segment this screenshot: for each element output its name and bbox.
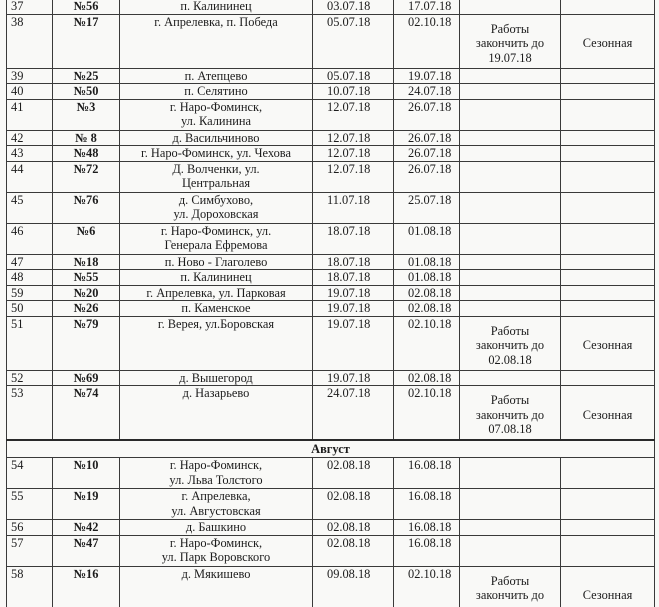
- work-type: [561, 14, 655, 68]
- address: [120, 520, 313, 536]
- table-row: [7, 458, 655, 489]
- work-type: [561, 270, 655, 286]
- start-date: 12.07.18: [313, 130, 394, 146]
- work-type: [561, 192, 655, 223]
- table-body-july: [7, 0, 655, 440]
- note: [460, 146, 561, 162]
- object-code: №18: [53, 254, 120, 270]
- cell-line: Работы: [490, 393, 530, 407]
- note: [460, 192, 561, 223]
- row-number: 59: [7, 285, 53, 301]
- address: [120, 316, 313, 370]
- cell-line: д. Назарьево: [182, 386, 250, 400]
- work-type: [561, 316, 655, 370]
- cell-line: п. Атепцево: [184, 68, 248, 83]
- address: [120, 566, 313, 607]
- object-code: №20: [53, 285, 120, 301]
- cell-line: г. Наро-Фоминск, ул. Чехова: [141, 146, 291, 160]
- work-type: [561, 535, 655, 566]
- start-date: 03.07.18: [313, 0, 394, 14]
- address: [120, 386, 313, 441]
- work-type: [561, 161, 655, 192]
- cell-line: п. Калининец: [180, 0, 252, 13]
- object-code: №17: [53, 14, 120, 68]
- cell-line: г. Наро-Фоминск, ул.: [160, 223, 272, 238]
- start-date: 05.07.18: [313, 68, 394, 84]
- object-code: №69: [53, 370, 120, 386]
- object-code: № 8: [53, 130, 120, 146]
- row-number: 41: [7, 99, 53, 130]
- address: [120, 254, 313, 270]
- start-date: 05.07.18: [313, 14, 394, 68]
- work-type: [561, 458, 655, 489]
- address: [120, 14, 313, 68]
- end-date: 02.10.18: [394, 386, 460, 441]
- note: [460, 130, 561, 146]
- object-code: №42: [53, 520, 120, 536]
- work-type: [561, 0, 655, 14]
- row-number: 43: [7, 146, 53, 162]
- work-type: [561, 99, 655, 130]
- table-row: [7, 566, 655, 607]
- row-number: 48: [7, 270, 53, 286]
- end-date: 02.10.18: [394, 566, 460, 607]
- work-type: [561, 130, 655, 146]
- work-type: [561, 285, 655, 301]
- cell-line: закончить до: [475, 36, 545, 50]
- note: [460, 566, 561, 607]
- object-code: №10: [53, 458, 120, 489]
- object-code: №56: [53, 0, 120, 14]
- work-type: [561, 520, 655, 536]
- cell-line: г. Верея, ул.Боровская: [157, 316, 275, 331]
- table-row: [7, 0, 655, 14]
- cell-line: п. Калининец: [180, 270, 252, 284]
- object-code: №72: [53, 161, 120, 192]
- note: [460, 99, 561, 130]
- cell-line: ул. Парк Воровского: [161, 550, 271, 564]
- row-number: 54: [7, 458, 53, 489]
- address: [120, 68, 313, 84]
- month-label: Август: [7, 440, 655, 458]
- work-type: [561, 68, 655, 84]
- month-section: [7, 440, 655, 458]
- end-date: 26.07.18: [394, 146, 460, 162]
- cell-line: Работы: [490, 323, 530, 338]
- end-date: 19.07.18: [394, 68, 460, 84]
- start-date: 12.07.18: [313, 99, 394, 130]
- note: [460, 520, 561, 536]
- work-type: [561, 146, 655, 162]
- table-row: [7, 223, 655, 254]
- end-date: 02.08.18: [394, 285, 460, 301]
- work-type: [561, 254, 655, 270]
- note: [460, 84, 561, 100]
- address: [120, 99, 313, 130]
- start-date: 12.07.18: [313, 146, 394, 162]
- address: [120, 458, 313, 489]
- start-date: 11.07.18: [313, 192, 394, 223]
- cell-line: Генерала Ефремова: [164, 238, 268, 252]
- note: [460, 0, 561, 14]
- table-body-august: [7, 458, 655, 607]
- table-row: [7, 535, 655, 566]
- work-type-label: Сезонная: [582, 407, 633, 422]
- address: [120, 0, 313, 14]
- address: [120, 535, 313, 566]
- cell-line: д. Мякишево: [181, 566, 251, 581]
- table-row: [7, 386, 655, 441]
- cell-line: г. Наро-Фоминск,: [169, 458, 263, 472]
- end-date: 25.07.18: [394, 192, 460, 223]
- work-type: [561, 370, 655, 386]
- start-date: 19.07.18: [313, 301, 394, 317]
- note: [460, 223, 561, 254]
- cell-line: г. Наро-Фоминск,: [169, 535, 263, 550]
- cell-line: 19.07.18: [488, 50, 532, 65]
- table-row: [7, 161, 655, 192]
- table-row: [7, 254, 655, 270]
- cell-line: д. Симбухово,: [178, 192, 254, 207]
- table-row: [7, 99, 655, 130]
- table-row: [7, 146, 655, 162]
- cell-line: ул. Льва Толстого: [169, 472, 263, 487]
- address: [120, 146, 313, 162]
- end-date: 01.08.18: [394, 223, 460, 254]
- start-date: 02.08.18: [313, 520, 394, 536]
- table-row: [7, 270, 655, 286]
- cell-line: п. Каменское: [181, 301, 251, 315]
- row-number: 44: [7, 161, 53, 192]
- cell-line: г. Наро-Фоминск,: [169, 99, 263, 114]
- row-number: 52: [7, 370, 53, 386]
- cell-line: ул. Калинина: [181, 114, 251, 128]
- object-code: №79: [53, 316, 120, 370]
- end-date: 16.08.18: [394, 535, 460, 566]
- table-row: [7, 489, 655, 520]
- work-type: [561, 489, 655, 520]
- work-type-label: Сезонная: [582, 338, 633, 352]
- address: [120, 192, 313, 223]
- object-code: №48: [53, 146, 120, 162]
- start-date: 18.07.18: [313, 223, 394, 254]
- note: [460, 285, 561, 301]
- row-number: 56: [7, 520, 53, 536]
- note: [460, 316, 561, 370]
- object-code: №19: [53, 489, 120, 520]
- cell-line: г. Апрелевка, п. Победа: [154, 14, 278, 29]
- note: [460, 301, 561, 317]
- object-code: №6: [53, 223, 120, 254]
- cell-line: Работы: [490, 573, 530, 588]
- end-date: 26.07.18: [394, 99, 460, 130]
- row-number: 39: [7, 68, 53, 84]
- note: [460, 254, 561, 270]
- month-header-row: [7, 440, 655, 458]
- row-number: 45: [7, 192, 53, 223]
- table-row: [7, 316, 655, 370]
- schedule-table: [6, 0, 655, 607]
- row-number: 58: [7, 566, 53, 607]
- address: [120, 130, 313, 146]
- object-code: №76: [53, 192, 120, 223]
- end-date: 16.08.18: [394, 520, 460, 536]
- start-date: 09.08.18: [313, 566, 394, 607]
- address: [120, 223, 313, 254]
- end-date: 26.07.18: [394, 130, 460, 146]
- cell-line: закончить до: [475, 338, 545, 352]
- note: [460, 458, 561, 489]
- object-code: №47: [53, 535, 120, 566]
- row-number: 40: [7, 84, 53, 100]
- end-date: 02.10.18: [394, 316, 460, 370]
- end-date: 02.08.18: [394, 370, 460, 386]
- row-number: 46: [7, 223, 53, 254]
- cell-line: д. Васильчиново: [172, 130, 260, 145]
- work-type: [561, 301, 655, 317]
- table-row: [7, 192, 655, 223]
- work-type: [561, 84, 655, 100]
- object-code: №55: [53, 270, 120, 286]
- row-number: 51: [7, 316, 53, 370]
- address: [120, 84, 313, 100]
- address: [120, 161, 313, 192]
- end-date: 16.08.18: [394, 489, 460, 520]
- table-row: [7, 68, 655, 84]
- work-type-label: Сезонная: [582, 588, 633, 602]
- start-date: 02.08.18: [313, 489, 394, 520]
- object-code: №74: [53, 386, 120, 441]
- work-type-label: Сезонная: [582, 36, 633, 50]
- end-date: 16.08.18: [394, 458, 460, 489]
- address: [120, 270, 313, 286]
- cell-line: д. Башкино: [185, 520, 247, 534]
- note: [460, 489, 561, 520]
- cell-line: закончить до: [475, 588, 545, 602]
- start-date: 02.08.18: [313, 458, 394, 489]
- start-date: 18.07.18: [313, 254, 394, 270]
- object-code: №16: [53, 566, 120, 607]
- note: [460, 386, 561, 441]
- cell-line: д. Вышегород: [179, 370, 253, 385]
- note: [460, 535, 561, 566]
- work-type: [561, 386, 655, 441]
- object-code: №26: [53, 301, 120, 317]
- note: [460, 68, 561, 84]
- start-date: 19.07.18: [313, 316, 394, 370]
- end-date: 17.07.18: [394, 0, 460, 14]
- object-code: №50: [53, 84, 120, 100]
- table-row: [7, 84, 655, 100]
- row-number: 50: [7, 301, 53, 317]
- note: [460, 270, 561, 286]
- cell-line: 07.08.18: [488, 422, 532, 436]
- cell-line: п. Селятино: [184, 84, 248, 98]
- address: [120, 370, 313, 386]
- table-row: [7, 130, 655, 146]
- table-row: [7, 285, 655, 301]
- end-date: 24.07.18: [394, 84, 460, 100]
- end-date: 02.08.18: [394, 301, 460, 317]
- start-date: 18.07.18: [313, 270, 394, 286]
- end-date: 01.08.18: [394, 270, 460, 286]
- note: [460, 370, 561, 386]
- start-date: 12.07.18: [313, 161, 394, 192]
- end-date: 01.08.18: [394, 254, 460, 270]
- cell-line: Работы: [490, 21, 530, 36]
- work-type: [561, 566, 655, 607]
- start-date: 19.07.18: [313, 285, 394, 301]
- address: [120, 301, 313, 317]
- start-date: 10.07.18: [313, 84, 394, 100]
- cell-line: Д. Волченки, ул.: [172, 161, 260, 176]
- cell-line: г. Апрелевка,: [181, 489, 251, 503]
- row-number: 42: [7, 130, 53, 146]
- row-number: 57: [7, 535, 53, 566]
- address: [120, 285, 313, 301]
- row-number: 53: [7, 386, 53, 441]
- cell-line: Центральная: [181, 176, 251, 190]
- table-row: [7, 520, 655, 536]
- note: [460, 161, 561, 192]
- row-number: 37: [7, 0, 53, 14]
- object-code: №25: [53, 68, 120, 84]
- object-code: №3: [53, 99, 120, 130]
- cell-line: ул. Дороховская: [173, 207, 259, 221]
- work-type: [561, 223, 655, 254]
- cell-line: 02.08.18: [488, 352, 532, 367]
- note: [460, 14, 561, 68]
- cell-line: закончить до: [475, 407, 545, 422]
- end-date: 26.07.18: [394, 161, 460, 192]
- table-row: [7, 14, 655, 68]
- cell-line: ул. Августовская: [171, 503, 261, 518]
- row-number: 38: [7, 14, 53, 68]
- row-number: 47: [7, 254, 53, 270]
- end-date: 02.10.18: [394, 14, 460, 68]
- table-row: [7, 301, 655, 317]
- cell-line: г. Апрелевка, ул. Парковая: [146, 285, 286, 300]
- table-row: [7, 370, 655, 386]
- row-number: 55: [7, 489, 53, 520]
- cell-line: п. Ново - Глаголево: [164, 254, 268, 269]
- start-date: 19.07.18: [313, 370, 394, 386]
- start-date: 24.07.18: [313, 386, 394, 441]
- address: [120, 489, 313, 520]
- start-date: 02.08.18: [313, 535, 394, 566]
